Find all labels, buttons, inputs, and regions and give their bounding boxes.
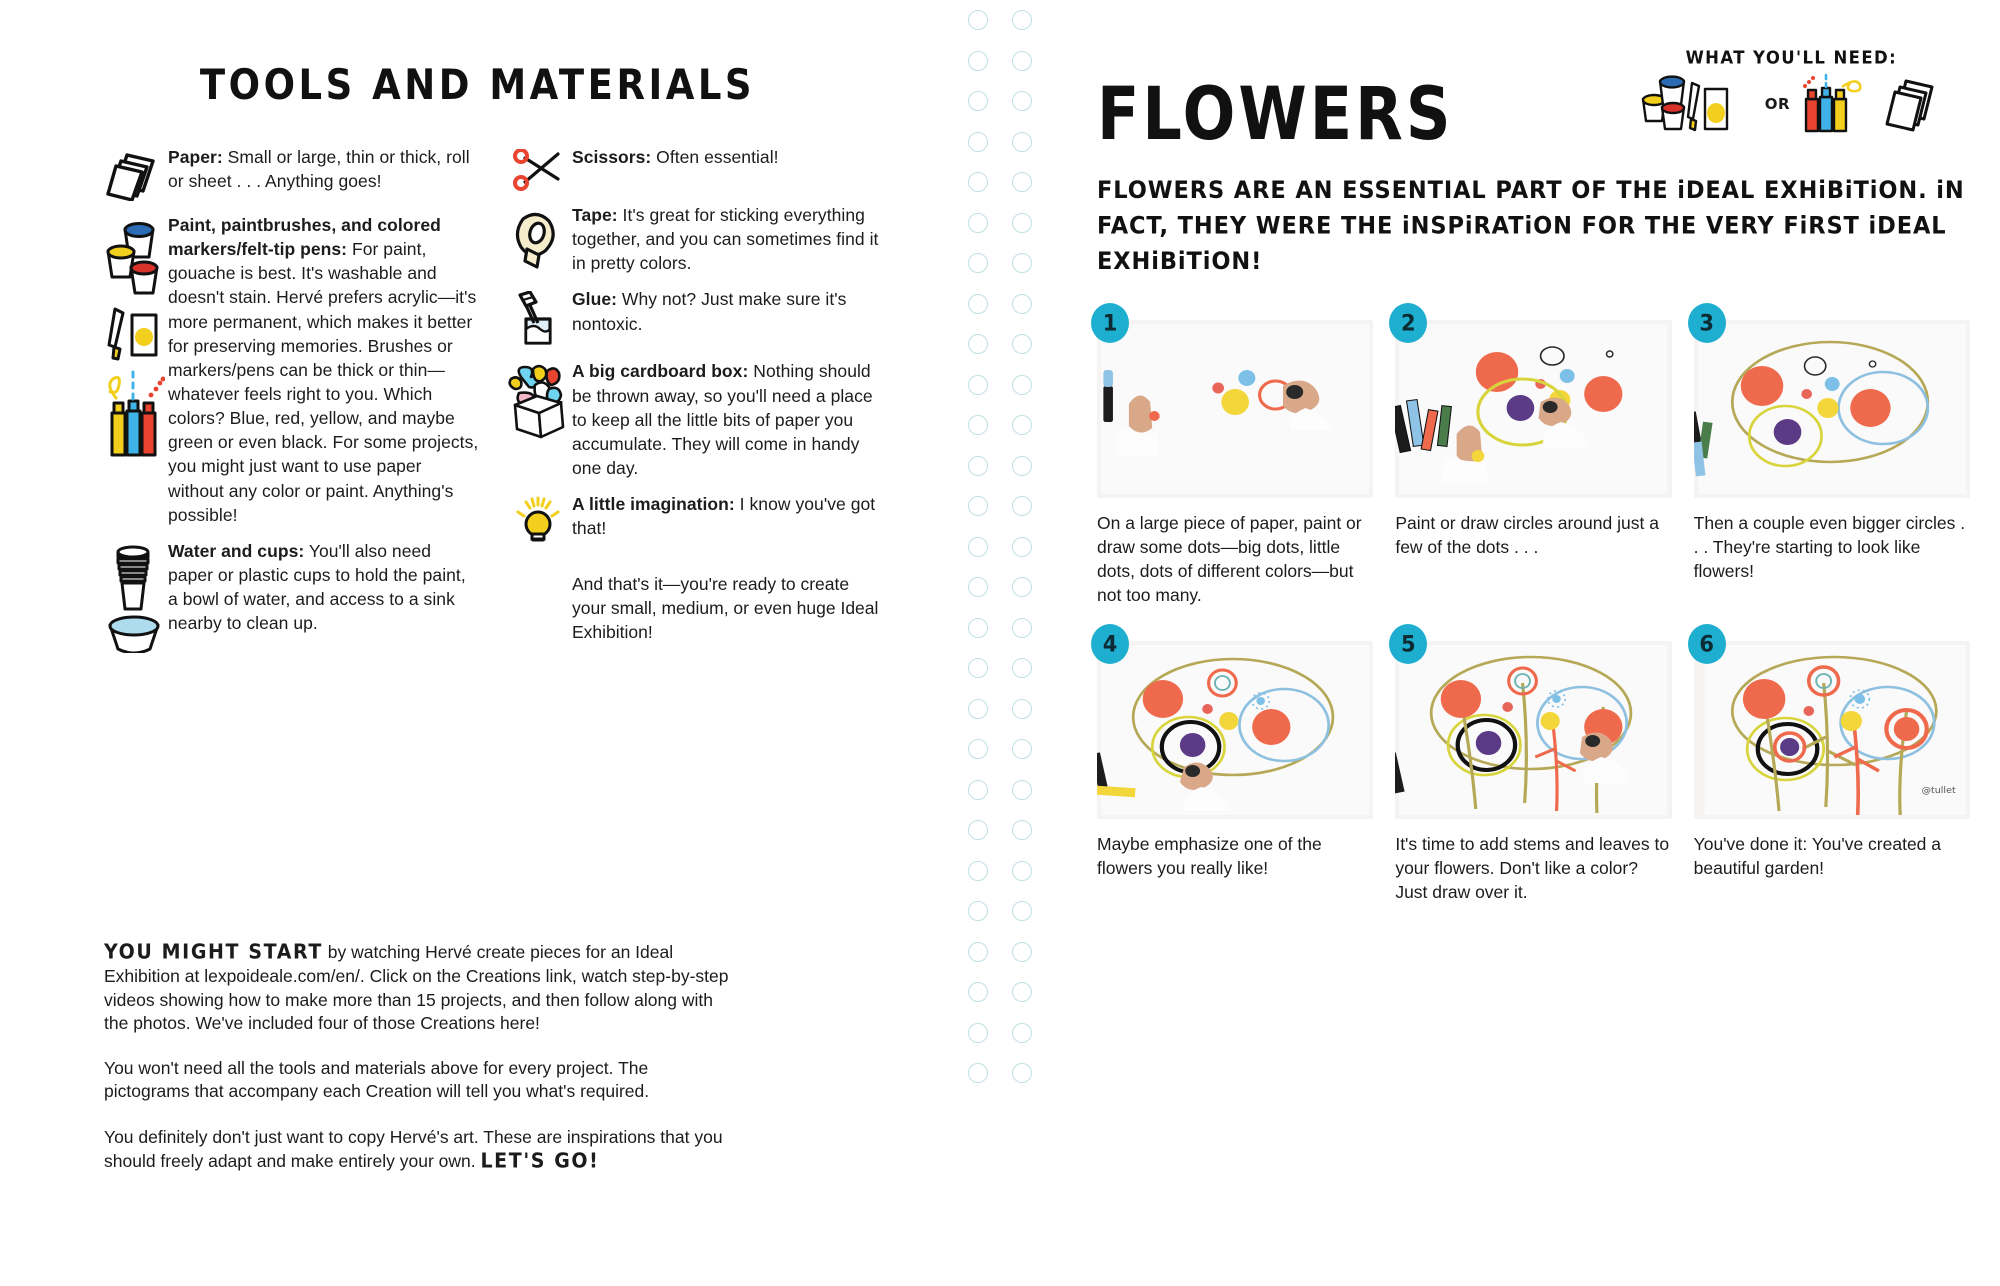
- what-you-need-block: [1641, 42, 1970, 135]
- paragraph-body: by watching Hervé create pieces for an Ideal Exhibition at lexpoideale.com/en/. Click on the Creations link, watch step-by-step videos showing how to make more than 15 projects, and then follow along with the photos. We've included four of those Creations here!: [104, 942, 729, 1033]
- binding-hole: [1012, 253, 1032, 273]
- right-page-header: [1097, 0, 1970, 157]
- materials-column-right: [504, 145, 884, 665]
- material-label: Tape:: [572, 205, 618, 225]
- step-caption: On a large piece of paper, paint or draw some dots—big dots, little dots, dots of different colors—but not too many.: [1097, 513, 1362, 605]
- note-spacer: [504, 558, 572, 562]
- step-number-badge: 2: [1389, 303, 1427, 343]
- binding-hole: [968, 456, 988, 476]
- binding-hole: [968, 415, 988, 435]
- binding-hole: [1012, 739, 1032, 759]
- material-item: [504, 492, 884, 546]
- flowers-title: FLOWERS: [1097, 70, 1454, 157]
- binding-hole: [1012, 172, 1032, 192]
- step-item: [1395, 631, 1671, 904]
- paint-pots-brushes-markers-icon: [100, 213, 168, 467]
- materials-closing-note: And that's it—you're ready to create your small, medium, or even huge Ideal Exhibition!: [572, 574, 879, 643]
- material-text: [168, 145, 480, 193]
- binding-hole: [1012, 91, 1032, 111]
- lead-in-handwritten: YOU MIGHT START: [104, 940, 323, 964]
- material-body: For paint, gouache is best. It's washable and doesn't stain. Hervé prefers acrylic—it's more permanent, which makes it better for preserving memories. Brushes or markers/pens can be thick or thin—whatever feels right to you. Which colors? Blue, red, yellow, and maybe green or even black. For some projects, you might just want to use paper without any color or paint. Anything's possible!: [168, 239, 479, 525]
- left-page: [0, 0, 955, 1286]
- binding-hole: [1012, 415, 1032, 435]
- scissors-icon: [504, 145, 572, 191]
- steps-grid-row2: [1097, 631, 1970, 904]
- right-page: [1045, 0, 2000, 1286]
- binding-hole: [1012, 658, 1032, 678]
- material-label: Glue:: [572, 289, 617, 310]
- step-number-badge: 6: [1688, 624, 1726, 664]
- step-caption: You've done it: You've created a beautiful garden!: [1693, 834, 1942, 879]
- binding-hole: [968, 334, 988, 354]
- binding-holes: [955, 10, 1045, 1083]
- binding-hole: [968, 1023, 988, 1043]
- material-item: [504, 287, 884, 347]
- binding-hole: [1012, 375, 1032, 395]
- binding-hole: [968, 253, 988, 273]
- binding-hole: [968, 91, 988, 111]
- cardboard-box-icon: [504, 359, 572, 441]
- material-body: Small or large, thin or thick, roll or sheet . . . Anything goes!: [168, 147, 470, 192]
- binding-hole: [1012, 861, 1032, 881]
- step-item: [1693, 310, 1970, 607]
- material-item: [504, 145, 884, 191]
- glue-icon: [504, 287, 572, 347]
- material-item: [100, 539, 480, 653]
- material-label: A little imagination:: [572, 494, 735, 515]
- paragraph-body: You won't need all the tools and materials above for every project. The pictograms that accompany each Creation will tell you what's required.: [104, 1058, 650, 1102]
- material-body: You'll also need paper or plastic cups to hold the paint, a bowl of water, and access to a sink nearby to clean up.: [168, 540, 466, 634]
- binding-hole: [968, 10, 988, 30]
- material-item: [504, 203, 884, 275]
- step-photo: [1395, 641, 1671, 819]
- step-photo: [1097, 641, 1373, 819]
- binding-hole: [1012, 1023, 1032, 1043]
- material-label: Water and cups:: [168, 540, 305, 561]
- binding-hole: [1012, 51, 1032, 71]
- material-text: [168, 213, 480, 527]
- material-body: Why not? Just make sure it's nontoxic.: [572, 289, 847, 334]
- material-text: [572, 492, 884, 540]
- material-body: It's great for sticking everything together, and you can sometimes find it in pretty colors.: [572, 205, 879, 274]
- paper-stack-icon: [100, 145, 168, 201]
- material-item: [504, 359, 884, 480]
- binding-hole: [968, 658, 988, 678]
- material-item: [100, 213, 480, 527]
- material-body: I know you've got that!: [572, 494, 876, 539]
- step-caption: Maybe emphasize one of the flowers you really like!: [1097, 834, 1322, 879]
- step-item: [1693, 631, 1970, 904]
- binding-hole: [968, 375, 988, 395]
- binding-hole: [968, 618, 988, 638]
- material-body: Often essential!: [651, 147, 779, 167]
- paragraph-adapt: [104, 1126, 729, 1175]
- step-number-badge: 5: [1389, 624, 1427, 664]
- material-text: [168, 539, 480, 636]
- cups-and-water-bowl-icon: [100, 539, 168, 653]
- tape-roll-icon: [504, 203, 572, 269]
- binding-hole: [968, 861, 988, 881]
- binding-hole: [1012, 496, 1032, 516]
- step-item: [1097, 310, 1373, 607]
- step-photo: [1694, 641, 1970, 819]
- binding-hole: [968, 820, 988, 840]
- binding-hole: [1012, 618, 1032, 638]
- binding-hole: [1012, 294, 1032, 314]
- intro-paragraphs: [104, 940, 729, 1196]
- material-body: Nothing should be thrown away, so you'll need a place to keep all the little bits of paper you accumulate. They will come in handy one day.: [572, 361, 873, 478]
- step-number-badge: 4: [1091, 624, 1129, 664]
- step-caption: It's time to add stems and leaves to your flowers. Don't like a color? Just draw over it.: [1395, 834, 1670, 902]
- binding-hole: [1012, 456, 1032, 476]
- binding-hole: [968, 51, 988, 71]
- paragraph-you-might-start: [104, 940, 729, 1035]
- step-photo: [1694, 320, 1970, 498]
- markers-icon: [1802, 73, 1872, 135]
- lightbulb-icon: [504, 492, 572, 546]
- binding-hole: [1012, 334, 1032, 354]
- binding-hole: [968, 496, 988, 516]
- binding-hole: [968, 172, 988, 192]
- binding-hole: [1012, 942, 1032, 962]
- binding-hole: [968, 982, 988, 1002]
- binding-hole: [968, 901, 988, 921]
- material-item: [100, 145, 480, 201]
- material-label: Paper:: [168, 147, 223, 167]
- material-label: A big cardboard box:: [572, 361, 749, 382]
- binding-hole: [968, 537, 988, 557]
- binding-hole: [968, 294, 988, 314]
- steps-grid-row1: [1097, 310, 1970, 607]
- material-text: [572, 359, 884, 480]
- paragraph-body: You definitely don't just want to copy Hervé's art. These are inspirations that you should freely adapt and make entirely your own.: [104, 1126, 723, 1171]
- binding-hole: [1012, 982, 1032, 1002]
- step-number-badge: 3: [1688, 303, 1726, 343]
- material-label: Paint, paintbrushes, and colored markers/felt-tip pens:: [168, 215, 441, 260]
- binding-hole: [968, 780, 988, 800]
- binding-hole: [968, 739, 988, 759]
- binding-hole: [1012, 1063, 1032, 1083]
- material-note-row: [504, 558, 884, 644]
- binding-hole: [1012, 132, 1032, 152]
- paint-pots-brush-cup-icon: [1641, 73, 1753, 135]
- step-caption: Paint or draw circles around just a few of the dots . . .: [1395, 513, 1659, 557]
- binding-hole: [1012, 577, 1032, 597]
- paper-stack-icon: [1884, 75, 1942, 133]
- step-photo: [1395, 320, 1671, 498]
- binding-hole: [968, 132, 988, 152]
- binding-hole: [1012, 10, 1032, 30]
- binding-hole: [1012, 537, 1032, 557]
- step-item: [1395, 310, 1671, 607]
- binding-hole: [1012, 213, 1032, 233]
- lets-go-handwritten: LET'S GO!: [480, 1149, 600, 1173]
- material-text: [572, 203, 884, 275]
- paragraph-tools-needed: [104, 1057, 729, 1104]
- page-title: TOOLS AND MATERIALS: [199, 61, 756, 110]
- binding-hole: [968, 942, 988, 962]
- what-you-need-label: WHAT YOU'LL NEED:: [1685, 47, 1898, 68]
- step-photo: [1097, 320, 1373, 498]
- flowers-intro-text: FLOWERS ARE AN ESSENTIAL PART OF THE iDEAL EXHiBiTiON. iN FACT, THEY WERE THE iNSPiRATiON FOR THE VERY FiRST iDEAL EXHiBiTiON!: [1097, 176, 1965, 276]
- material-label: Scissors:: [572, 147, 652, 167]
- binding-hole: [968, 213, 988, 233]
- step-item: [1097, 631, 1373, 904]
- or-label: OR: [1764, 95, 1790, 113]
- binding-hole: [968, 699, 988, 719]
- binding-hole: [1012, 699, 1032, 719]
- materials-columns: [0, 145, 955, 665]
- binding-hole: [1012, 901, 1032, 921]
- what-you-need-icons: [1641, 73, 1942, 135]
- step-caption: Then a couple even bigger circles . . . They're starting to look like flowers!: [1693, 513, 1966, 581]
- binding-hole-column-left: [968, 10, 988, 1083]
- binding-hole: [968, 577, 988, 597]
- artist-signature: @tullet: [1921, 785, 1956, 797]
- step-number-badge: 1: [1091, 303, 1129, 343]
- material-text: [572, 145, 779, 169]
- binding-hole: [1012, 780, 1032, 800]
- binding-hole: [968, 1063, 988, 1083]
- binding-hole-column-right: [1012, 10, 1032, 1083]
- materials-column-left: [100, 145, 480, 665]
- spiral-binding: [955, 0, 1045, 1286]
- binding-hole: [1012, 820, 1032, 840]
- material-text: [572, 287, 884, 335]
